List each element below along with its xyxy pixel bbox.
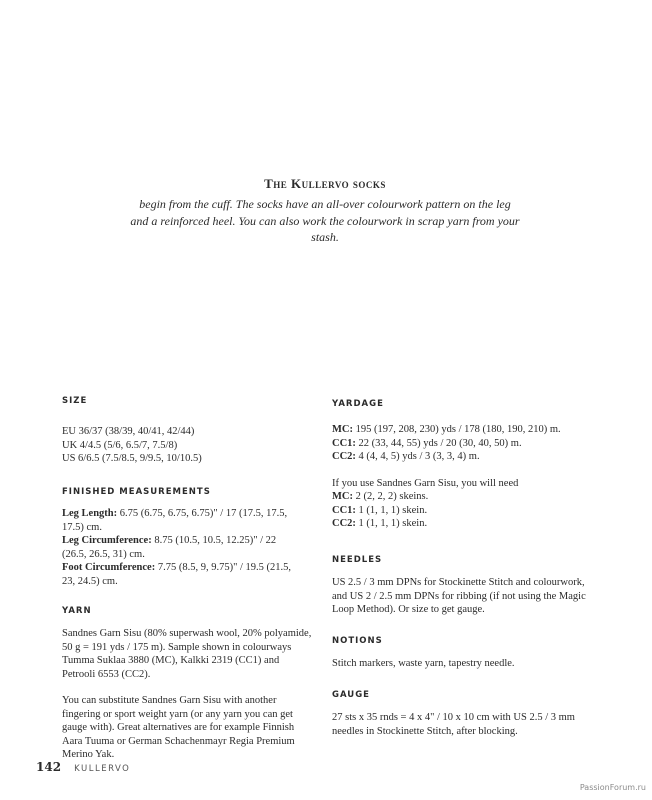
- yardage-label: MC:: [332, 424, 353, 435]
- size-section: [62, 396, 332, 466]
- measurement-label: Foot Circumference:: [62, 562, 156, 573]
- size-line: UK 4/4.5 (5/6, 6.5/7, 7.5/8): [62, 439, 178, 451]
- measurements-list: [62, 507, 292, 588]
- yardage-list: [332, 423, 602, 464]
- notions-text: Stitch markers, waste yarn, tapestry needle.: [332, 658, 515, 669]
- page-number: 142: [36, 760, 62, 774]
- sisu-label: CC1:: [332, 504, 356, 516]
- sisu-label: CC2:: [332, 518, 356, 529]
- watermark: PassionForum.ru: [579, 783, 646, 792]
- finished-measurements-section: [62, 487, 332, 588]
- sisu-value: 2 (2, 2, 2) skeins.: [355, 491, 429, 502]
- yardage-item: [332, 450, 602, 464]
- page-footer: [36, 756, 130, 775]
- sisu-item: [332, 490, 602, 504]
- yardage-item: [332, 437, 602, 451]
- intro-text: begin from the cuff. The socks have an all-over colourwork pattern on the leg and a reinforced heel. You can also work the colourwork in scrap yarn from your stash.: [130, 197, 520, 244]
- needles-text: US 2.5 / 3 mm DPNs for Stockinette Stitch and colourwork, and US 2 / 2.5 mm DPNs for ribbing (if not using the Magic Loop Method). Or size to get gauge.: [332, 577, 586, 615]
- finished-measurements-heading: FINISHED MEASUREMENTS: [62, 487, 211, 497]
- yardage-section: [332, 399, 602, 531]
- measurement-item: [62, 561, 292, 588]
- yarn-heading: YARN: [62, 606, 92, 616]
- yarn-para-2: You can substitute Sandnes Garn Sisu with another fingering or sport weight yarn (or any yarn you can get gauge with). Great alternatives are for example Finnish Aara Tuuma or German Schachenmayr Regia Premium Merino Yak.: [62, 695, 295, 760]
- size-line: EU 36/37 (38/39, 40/41, 42/44): [62, 426, 195, 437]
- yardage-value: 195 (197, 208, 230) yds / 178 (180, 190, 210) m.: [355, 424, 561, 435]
- yardage-label: CC1:: [332, 437, 356, 449]
- sisu-value: 1 (1, 1, 1) skein.: [358, 504, 428, 516]
- yardage-label: CC2:: [332, 451, 356, 462]
- intro: [130, 176, 520, 246]
- sisu-item: [332, 517, 602, 531]
- notions-heading: NOTIONS: [332, 636, 383, 646]
- needles-heading: NEEDLES: [332, 555, 383, 565]
- sisu-label: MC:: [332, 491, 353, 502]
- gauge-section: [332, 690, 602, 738]
- size-line: US 6/6.5 (7.5/8.5, 9/9.5, 10/10.5): [62, 453, 202, 464]
- measurement-label: Leg Circumference:: [62, 535, 152, 546]
- measurement-label: Leg Length:: [62, 508, 118, 519]
- yardage-value: 22 (33, 44, 55) yds / 20 (30, 40, 50) m.: [358, 437, 522, 449]
- pattern-title: The Kullervo socks: [264, 176, 386, 191]
- measurement-item: [62, 507, 292, 534]
- size-list: [62, 425, 332, 466]
- measurement-item: [62, 534, 292, 561]
- needles-section: [332, 555, 602, 617]
- yarn-para-1: Sandnes Garn Sisu (80% superwash wool, 20% polyamide, 50 g = 191 yds / 175 m). Sample shown in colourways Tumma Suklaa 3880 (MC), Kalkki 2319 (CC1) and Petrooli 6553 (CC2).: [62, 628, 312, 680]
- gauge-heading: GAUGE: [332, 690, 370, 700]
- measurement-value: 6.75 (6.75, 6.75, 6.75)" / 17 (17.5, 17.5, 17.5) cm.: [62, 508, 288, 533]
- sisu-item: [332, 504, 602, 518]
- sisu-intro: If you use Sandnes Garn Sisu, you will need: [332, 477, 519, 489]
- yarn-section: [62, 606, 332, 762]
- measurement-value: 7.75 (8.5, 9, 9.75)" / 19.5 (21.5, 23, 24.5) cm.: [62, 562, 292, 587]
- sisu-value: 1 (1, 1, 1) skein.: [358, 518, 428, 529]
- yardage-heading: YARDAGE: [332, 399, 384, 409]
- gauge-text: 27 sts x 35 rnds = 4 x 4" / 10 x 10 cm with US 2.5 / 3 mm needles in Stockinette Stitch, after blocking.: [332, 712, 575, 737]
- yardage-item: [332, 423, 602, 437]
- measurement-value: 8.75 (10.5, 10.5, 12.25)" / 22 (26.5, 26.5, 31) cm.: [62, 535, 277, 560]
- notions-section: [332, 636, 602, 671]
- yardage-value: 4 (4, 4, 5) yds / 3 (3, 3, 4) m.: [358, 451, 480, 462]
- size-heading: SIZE: [62, 396, 88, 406]
- running-head: KULLERVO: [74, 764, 131, 774]
- sisu-list: [332, 477, 602, 531]
